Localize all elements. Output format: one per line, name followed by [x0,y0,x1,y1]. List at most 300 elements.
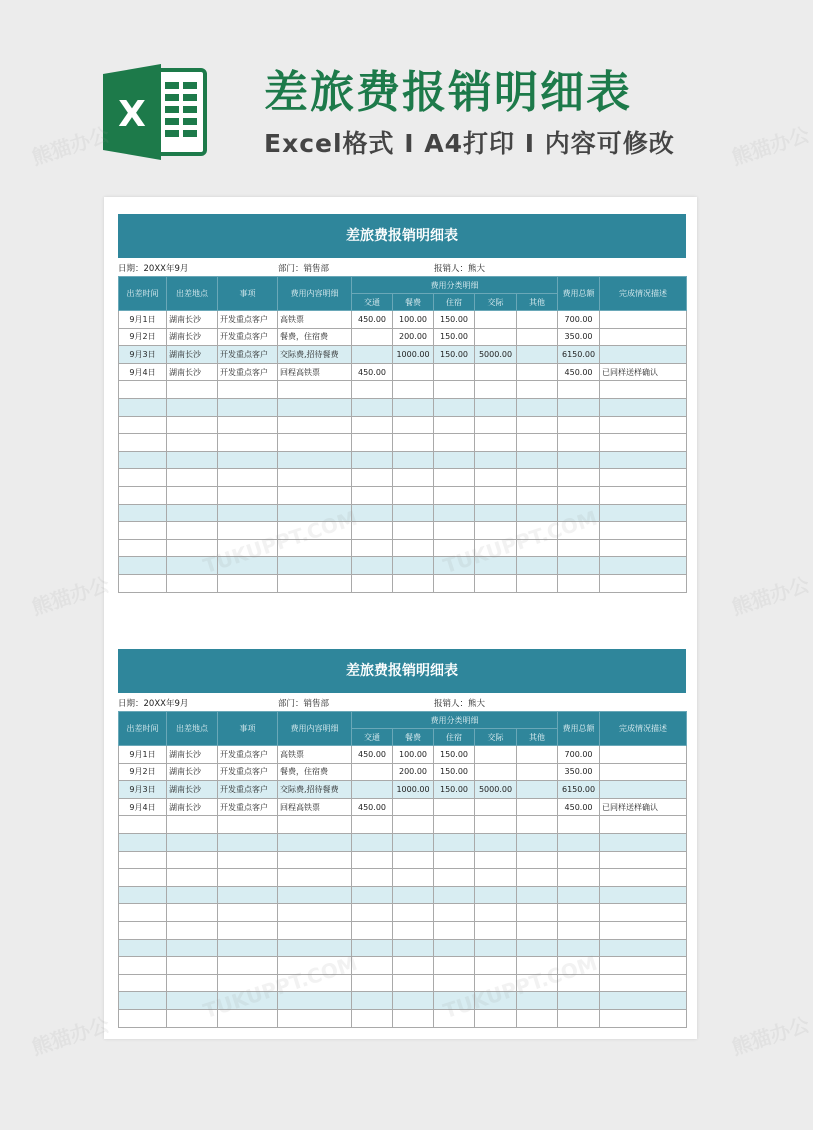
cell-status[interactable] [600,416,687,434]
cell-status[interactable] [600,486,687,504]
cell-total[interactable] [558,816,600,834]
cell-place[interactable] [167,434,218,452]
cell-place[interactable]: 湖南长沙 [167,311,218,329]
cell-status[interactable] [600,833,687,851]
cell-social[interactable] [475,363,517,381]
cell-place[interactable] [167,957,218,975]
cell-lodging[interactable]: 150.00 [434,781,475,799]
cell-place[interactable]: 湖南长沙 [167,346,218,364]
cell-item[interactable] [218,851,278,869]
cell-other[interactable] [517,328,558,346]
cell-place[interactable] [167,522,218,540]
cell-transport[interactable] [352,381,393,399]
cell-detail[interactable] [278,434,352,452]
cell-meal[interactable] [393,469,434,487]
cell-status[interactable] [600,346,687,364]
cell-date[interactable]: 9月2日 [119,328,167,346]
cell-status[interactable] [600,992,687,1010]
cell-social[interactable] [475,974,517,992]
cell-social[interactable] [475,311,517,329]
cell-date[interactable]: 9月2日 [119,763,167,781]
cell-transport[interactable]: 450.00 [352,798,393,816]
cell-social[interactable] [475,486,517,504]
cell-transport[interactable] [352,486,393,504]
cell-date[interactable] [119,957,167,975]
cell-status[interactable] [600,504,687,522]
cell-place[interactable]: 湖南长沙 [167,798,218,816]
cell-detail[interactable] [278,381,352,399]
cell-date[interactable] [119,833,167,851]
cell-status[interactable] [600,904,687,922]
cell-total[interactable] [558,1009,600,1027]
cell-social[interactable] [475,939,517,957]
cell-other[interactable] [517,469,558,487]
cell-other[interactable] [517,504,558,522]
cell-date[interactable]: 9月4日 [119,363,167,381]
cell-meal[interactable]: 100.00 [393,746,434,764]
cell-status[interactable] [600,381,687,399]
cell-lodging[interactable] [434,434,475,452]
cell-lodging[interactable]: 150.00 [434,763,475,781]
cell-status[interactable] [600,398,687,416]
cell-transport[interactable] [352,539,393,557]
cell-social[interactable] [475,398,517,416]
cell-lodging[interactable] [434,851,475,869]
cell-date[interactable] [119,398,167,416]
cell-lodging[interactable] [434,833,475,851]
cell-item[interactable]: 开发重点客户 [218,311,278,329]
cell-detail[interactable] [278,939,352,957]
cell-lodging[interactable] [434,557,475,575]
cell-date[interactable] [119,886,167,904]
cell-lodging[interactable] [434,574,475,592]
cell-detail[interactable] [278,921,352,939]
cell-meal[interactable]: 1000.00 [393,346,434,364]
cell-social[interactable] [475,992,517,1010]
cell-date[interactable] [119,851,167,869]
cell-transport[interactable] [352,851,393,869]
cell-place[interactable] [167,398,218,416]
cell-transport[interactable] [352,1009,393,1027]
cell-date[interactable] [119,992,167,1010]
cell-meal[interactable] [393,539,434,557]
cell-date[interactable] [119,939,167,957]
cell-place[interactable] [167,486,218,504]
cell-place[interactable] [167,469,218,487]
cell-social[interactable]: 5000.00 [475,346,517,364]
cell-item[interactable]: 开发重点客户 [218,798,278,816]
cell-status[interactable] [600,921,687,939]
cell-place[interactable] [167,939,218,957]
cell-item[interactable] [218,816,278,834]
cell-transport[interactable] [352,816,393,834]
cell-lodging[interactable] [434,451,475,469]
cell-transport[interactable] [352,921,393,939]
cell-other[interactable] [517,363,558,381]
cell-meal[interactable] [393,557,434,575]
cell-total[interactable]: 350.00 [558,328,600,346]
cell-item[interactable] [218,539,278,557]
cell-other[interactable] [517,416,558,434]
cell-date[interactable] [119,486,167,504]
cell-meal[interactable] [393,886,434,904]
cell-item[interactable] [218,833,278,851]
cell-transport[interactable] [352,416,393,434]
cell-status[interactable] [600,574,687,592]
cell-detail[interactable] [278,816,352,834]
cell-status[interactable] [600,816,687,834]
cell-place[interactable]: 湖南长沙 [167,763,218,781]
cell-item[interactable] [218,869,278,887]
cell-status[interactable] [600,869,687,887]
cell-social[interactable] [475,522,517,540]
cell-social[interactable] [475,833,517,851]
cell-transport[interactable] [352,974,393,992]
cell-meal[interactable] [393,939,434,957]
cell-detail[interactable] [278,1009,352,1027]
cell-detail[interactable] [278,539,352,557]
cell-total[interactable]: 350.00 [558,763,600,781]
cell-status[interactable] [600,328,687,346]
cell-detail[interactable] [278,886,352,904]
cell-other[interactable] [517,539,558,557]
cell-social[interactable] [475,886,517,904]
cell-item[interactable]: 开发重点客户 [218,328,278,346]
cell-place[interactable]: 湖南长沙 [167,363,218,381]
cell-lodging[interactable] [434,921,475,939]
cell-lodging[interactable] [434,869,475,887]
cell-transport[interactable] [352,939,393,957]
cell-item[interactable] [218,522,278,540]
cell-item[interactable]: 开发重点客户 [218,763,278,781]
cell-place[interactable]: 湖南长沙 [167,781,218,799]
cell-item[interactable] [218,939,278,957]
cell-total[interactable]: 450.00 [558,798,600,816]
cell-social[interactable] [475,746,517,764]
cell-meal[interactable] [393,921,434,939]
cell-detail[interactable] [278,574,352,592]
cell-date[interactable] [119,904,167,922]
cell-lodging[interactable] [434,1009,475,1027]
cell-total[interactable] [558,574,600,592]
cell-total[interactable] [558,992,600,1010]
cell-total[interactable] [558,904,600,922]
cell-item[interactable] [218,557,278,575]
cell-other[interactable] [517,381,558,399]
cell-lodging[interactable] [434,974,475,992]
cell-detail[interactable] [278,486,352,504]
cell-meal[interactable]: 100.00 [393,311,434,329]
cell-other[interactable] [517,957,558,975]
cell-transport[interactable] [352,869,393,887]
cell-lodging[interactable] [434,992,475,1010]
cell-meal[interactable] [393,816,434,834]
cell-total[interactable] [558,486,600,504]
cell-lodging[interactable] [434,904,475,922]
cell-meal[interactable] [393,974,434,992]
cell-social[interactable] [475,869,517,887]
cell-date[interactable]: 9月4日 [119,798,167,816]
cell-transport[interactable] [352,398,393,416]
cell-status[interactable] [600,939,687,957]
cell-place[interactable] [167,904,218,922]
cell-date[interactable] [119,1009,167,1027]
cell-item[interactable]: 开发重点客户 [218,746,278,764]
cell-item[interactable] [218,398,278,416]
cell-total[interactable] [558,851,600,869]
cell-place[interactable] [167,869,218,887]
cell-status[interactable] [600,974,687,992]
cell-detail[interactable] [278,904,352,922]
cell-meal[interactable]: 200.00 [393,328,434,346]
cell-other[interactable] [517,1009,558,1027]
cell-social[interactable] [475,451,517,469]
cell-lodging[interactable] [434,504,475,522]
cell-place[interactable] [167,504,218,522]
cell-meal[interactable]: 1000.00 [393,781,434,799]
cell-transport[interactable] [352,574,393,592]
cell-place[interactable] [167,416,218,434]
cell-lodging[interactable] [434,886,475,904]
cell-total[interactable]: 700.00 [558,746,600,764]
cell-meal[interactable] [393,486,434,504]
cell-other[interactable] [517,781,558,799]
cell-total[interactable] [558,921,600,939]
cell-place[interactable] [167,557,218,575]
cell-status[interactable] [600,746,687,764]
cell-status[interactable] [600,311,687,329]
cell-date[interactable]: 9月1日 [119,311,167,329]
cell-detail[interactable] [278,957,352,975]
cell-total[interactable] [558,974,600,992]
cell-transport[interactable] [352,957,393,975]
cell-status[interactable] [600,1009,687,1027]
cell-transport[interactable] [352,504,393,522]
cell-other[interactable] [517,557,558,575]
cell-date[interactable] [119,381,167,399]
cell-item[interactable] [218,1009,278,1027]
cell-social[interactable] [475,381,517,399]
cell-lodging[interactable] [434,522,475,540]
cell-total[interactable] [558,469,600,487]
cell-place[interactable] [167,851,218,869]
cell-transport[interactable] [352,451,393,469]
cell-meal[interactable] [393,522,434,540]
cell-transport[interactable] [352,781,393,799]
cell-total[interactable] [558,557,600,575]
cell-item[interactable]: 开发重点客户 [218,346,278,364]
cell-item[interactable] [218,451,278,469]
cell-lodging[interactable] [434,816,475,834]
cell-place[interactable] [167,816,218,834]
cell-status[interactable] [600,469,687,487]
cell-social[interactable] [475,1009,517,1027]
cell-date[interactable] [119,416,167,434]
cell-total[interactable]: 700.00 [558,311,600,329]
cell-total[interactable] [558,522,600,540]
cell-detail[interactable] [278,974,352,992]
cell-other[interactable] [517,921,558,939]
cell-item[interactable] [218,416,278,434]
cell-other[interactable] [517,346,558,364]
cell-social[interactable] [475,957,517,975]
cell-status[interactable] [600,557,687,575]
cell-transport[interactable]: 450.00 [352,363,393,381]
cell-meal[interactable] [393,574,434,592]
cell-date[interactable] [119,557,167,575]
cell-place[interactable] [167,833,218,851]
cell-social[interactable] [475,557,517,575]
cell-lodging[interactable]: 150.00 [434,328,475,346]
cell-detail[interactable]: 餐费，住宿费 [278,328,352,346]
cell-meal[interactable] [393,381,434,399]
cell-date[interactable] [119,469,167,487]
cell-place[interactable] [167,451,218,469]
cell-status[interactable] [600,851,687,869]
cell-detail[interactable]: 交际费,招待餐费 [278,781,352,799]
cell-date[interactable] [119,574,167,592]
cell-meal[interactable] [393,833,434,851]
cell-status[interactable] [600,451,687,469]
cell-transport[interactable] [352,346,393,364]
cell-detail[interactable]: 回程高铁票 [278,363,352,381]
cell-detail[interactable]: 高铁票 [278,746,352,764]
cell-item[interactable] [218,957,278,975]
cell-social[interactable] [475,416,517,434]
cell-meal[interactable] [393,992,434,1010]
cell-lodging[interactable] [434,957,475,975]
cell-social[interactable] [475,921,517,939]
cell-place[interactable] [167,992,218,1010]
cell-other[interactable] [517,311,558,329]
cell-detail[interactable] [278,451,352,469]
cell-transport[interactable] [352,434,393,452]
cell-meal[interactable] [393,363,434,381]
cell-transport[interactable] [352,557,393,575]
cell-detail[interactable] [278,557,352,575]
cell-place[interactable] [167,1009,218,1027]
cell-detail[interactable] [278,522,352,540]
cell-other[interactable] [517,798,558,816]
cell-item[interactable] [218,434,278,452]
cell-other[interactable] [517,574,558,592]
cell-lodging[interactable] [434,486,475,504]
cell-social[interactable] [475,816,517,834]
cell-meal[interactable] [393,869,434,887]
cell-lodging[interactable]: 150.00 [434,346,475,364]
cell-date[interactable] [119,921,167,939]
cell-status[interactable] [600,522,687,540]
cell-other[interactable] [517,486,558,504]
cell-item[interactable] [218,504,278,522]
cell-total[interactable] [558,398,600,416]
cell-social[interactable] [475,851,517,869]
cell-transport[interactable] [352,992,393,1010]
cell-meal[interactable] [393,504,434,522]
cell-lodging[interactable] [434,798,475,816]
cell-detail[interactable]: 高铁票 [278,311,352,329]
cell-date[interactable]: 9月1日 [119,746,167,764]
cell-social[interactable] [475,504,517,522]
cell-place[interactable] [167,574,218,592]
cell-lodging[interactable]: 150.00 [434,746,475,764]
cell-other[interactable] [517,974,558,992]
cell-place[interactable]: 湖南长沙 [167,746,218,764]
cell-meal[interactable]: 200.00 [393,763,434,781]
cell-lodging[interactable] [434,381,475,399]
cell-meal[interactable] [393,416,434,434]
cell-status[interactable]: 已同样送样确认 [600,363,687,381]
cell-social[interactable]: 5000.00 [475,781,517,799]
cell-place[interactable] [167,921,218,939]
cell-total[interactable] [558,886,600,904]
cell-meal[interactable] [393,451,434,469]
cell-lodging[interactable] [434,539,475,557]
cell-social[interactable] [475,328,517,346]
cell-date[interactable] [119,869,167,887]
cell-status[interactable] [600,763,687,781]
cell-detail[interactable] [278,469,352,487]
cell-detail[interactable] [278,833,352,851]
cell-other[interactable] [517,833,558,851]
cell-item[interactable] [218,992,278,1010]
cell-detail[interactable] [278,851,352,869]
cell-status[interactable]: 已同样送样确认 [600,798,687,816]
cell-other[interactable] [517,763,558,781]
cell-transport[interactable] [352,328,393,346]
cell-total[interactable]: 6150.00 [558,346,600,364]
cell-detail[interactable]: 回程高铁票 [278,798,352,816]
cell-status[interactable] [600,434,687,452]
cell-meal[interactable] [393,434,434,452]
cell-other[interactable] [517,992,558,1010]
cell-social[interactable] [475,539,517,557]
cell-total[interactable] [558,434,600,452]
cell-social[interactable] [475,763,517,781]
cell-transport[interactable]: 450.00 [352,311,393,329]
cell-total[interactable] [558,416,600,434]
cell-date[interactable] [119,451,167,469]
cell-social[interactable] [475,574,517,592]
cell-total[interactable]: 6150.00 [558,781,600,799]
cell-other[interactable] [517,939,558,957]
cell-total[interactable] [558,504,600,522]
cell-other[interactable] [517,434,558,452]
cell-total[interactable] [558,833,600,851]
cell-social[interactable] [475,904,517,922]
cell-total[interactable] [558,939,600,957]
cell-detail[interactable] [278,992,352,1010]
cell-date[interactable]: 9月3日 [119,346,167,364]
cell-total[interactable] [558,451,600,469]
cell-item[interactable] [218,921,278,939]
cell-total[interactable] [558,381,600,399]
cell-lodging[interactable]: 150.00 [434,311,475,329]
cell-place[interactable] [167,886,218,904]
cell-lodging[interactable] [434,416,475,434]
cell-status[interactable] [600,539,687,557]
cell-item[interactable] [218,574,278,592]
cell-lodging[interactable] [434,363,475,381]
cell-transport[interactable] [352,522,393,540]
cell-date[interactable] [119,539,167,557]
cell-detail[interactable] [278,869,352,887]
cell-total[interactable] [558,539,600,557]
cell-meal[interactable] [393,851,434,869]
cell-total[interactable] [558,869,600,887]
cell-other[interactable] [517,904,558,922]
cell-detail[interactable]: 餐费，住宿费 [278,763,352,781]
